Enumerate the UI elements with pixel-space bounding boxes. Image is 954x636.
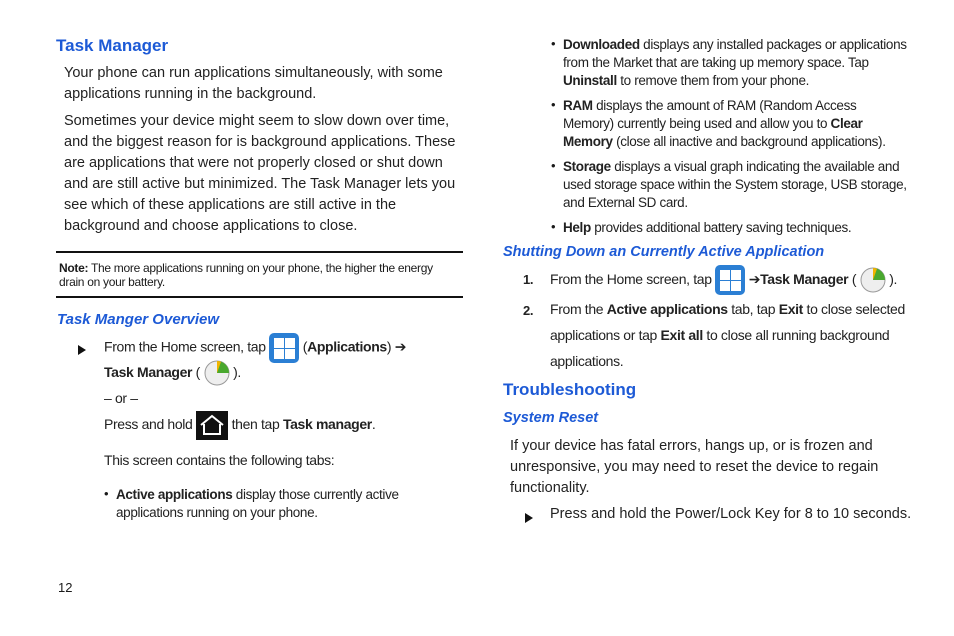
step1-task-manager: Task Manager [760,271,849,287]
help-item [563,219,903,237]
storage-item [563,158,913,212]
help-text: provides additional battery saving techniques. [594,220,852,235]
downloaded-text: displays any installed packages or applications from the Market that are taking up memory space. Tap [563,37,907,70]
tabs-intro: This screen contains the following tabs: [104,452,335,468]
section-title-task-manager: Task Manager [56,36,169,55]
downloaded-text-end: to remove them from your phone. [620,73,810,88]
clear-memory-label: Clear Memory [563,116,863,149]
storage-label: Storage [563,159,611,174]
shutdown-heading: Shutting Down an Currently Active Application [503,244,825,260]
active-apps-text: display those currently active applications running on your phone. [116,487,399,520]
arrow-icon: ➔ [748,271,761,287]
ram-item [563,97,903,151]
ram-text-end: (close all inactive and background applications). [616,134,886,149]
exit-all-label: Exit all [660,327,703,343]
step2-text: From the [550,301,604,317]
applications-icon [715,265,745,295]
reset-paragraph: If your device has fatal errors, hangs up, or is frozen and unresponsive, you may need to reset the device to regain functionality. [510,438,879,496]
then-tap-text: then tap [231,416,280,432]
bullet-icon: • [104,486,109,501]
note-label: Note: [59,261,89,275]
step2-text-d: to close all running background applications. [550,327,890,369]
overview-heading: Task Manger Overview [57,311,220,328]
system-reset-heading: System Reset [503,410,599,426]
ram-label: RAM [563,98,593,113]
note-top-rule [56,251,463,253]
reset-step: Press and hold the Power/Lock Key for 8 to 10 seconds. [550,506,912,522]
task-manager-line: Task Manager ( ). [104,359,241,386]
bullet-icon: • [551,219,556,234]
note-bottom-rule [56,296,463,298]
intro-paragraph: Your phone can run applications simultaneously, with some applications running in the background. [64,65,443,102]
step1-number: 1. [523,272,534,287]
step2-number: 2. [523,303,534,318]
arrow-icon: ➔ [394,338,407,355]
home-key-icon [196,411,228,440]
bullet-icon: • [551,158,556,173]
active-apps-item [116,486,456,522]
task-manager-icon [204,360,230,386]
downloaded-label: Downloaded [563,37,640,52]
overview-step: From the Home screen, tap (Applications) ➔ [104,333,434,363]
task-manager-icon [860,267,886,293]
active-apps-label: Active applications [116,487,233,502]
downloaded-item [563,36,913,90]
step1-line: From the Home screen, tap ➔Task Manager ( ). [550,264,897,295]
applications-label: Applications [307,338,387,355]
press-hold-line: Press and hold then tap Task manager. [104,409,375,440]
task-manager-lower: Task manager [282,416,372,432]
note-block [59,261,459,289]
applications-icon [269,333,299,363]
bullet-icon: • [551,97,556,112]
step2-text-block [550,296,910,374]
step2-text-c: to close selected applications or tap [550,301,905,343]
storage-text: displays a visual graph indicating the available and used storage space within the System storage, USB storage, and External SD card. [563,159,907,210]
step2-text-b: tab, tap [731,301,776,317]
step1-text: From the Home screen, tap [550,271,712,287]
active-applications-tab: Active applications [606,301,728,317]
background-apps-paragraph: Sometimes your device might seem to slow down over time, and the biggest reason for is background applications. These are applications that were not properly closed or shut down and are still active but minimized. The Task Manager lets you see which of these applications are still active in the background and choose applications to close. [64,113,456,234]
task-manager-label: Task Manager [104,364,193,380]
note-text: The more applications running on your phone, the higher the energy drain on your battery. [59,261,433,289]
press-hold-text: Press and hold [104,416,193,432]
page-number: 12 [58,580,73,595]
help-label: Help [563,220,591,235]
troubleshooting-title: Troubleshooting [503,380,637,399]
step-prefix: From the Home screen, tap [104,338,266,355]
or-text: – or – [104,390,138,406]
uninstall-label: Uninstall [563,73,617,88]
step-triangle-icon [525,513,533,523]
step-triangle-icon [78,345,86,355]
bullet-icon: • [551,36,556,51]
ram-text: displays the amount of RAM (Random Access Memory) currently being used and allow you to [563,98,857,131]
exit-label: Exit [778,301,803,317]
